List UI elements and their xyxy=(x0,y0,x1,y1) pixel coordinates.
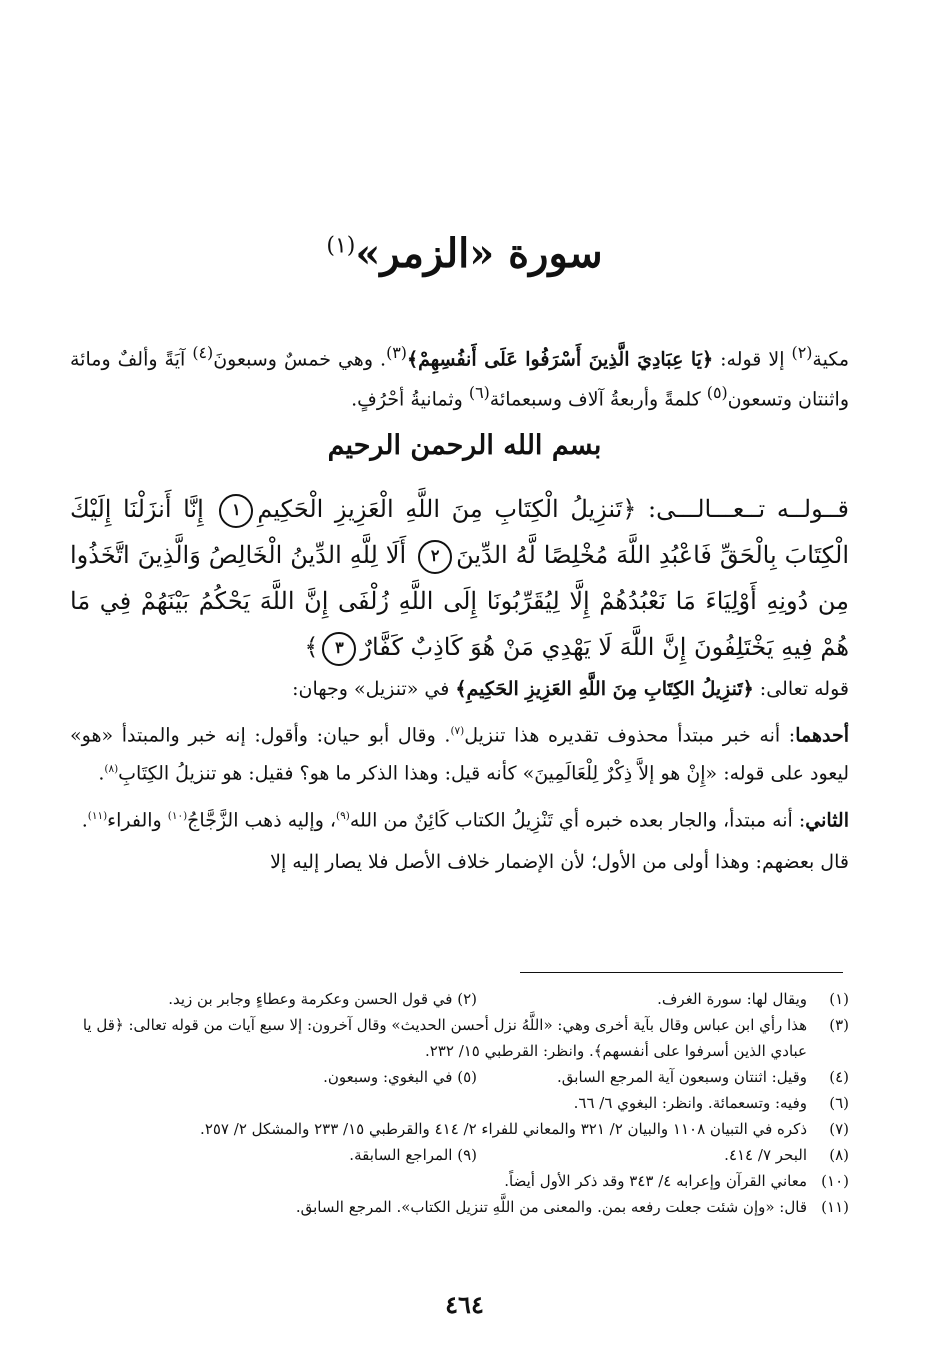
footnote-divider xyxy=(520,972,843,973)
footnote-text: البحر ٧/ ٤١٤. xyxy=(724,1146,807,1164)
footnote-text: ذكره في التبيان ١١٠٨ والبيان ٢/ ٣٢١ والمعاني للفراء ٢/ ٤١٤ والقرطبي ١٥/ ٢٣٣ والمشكل ٢/ ٢٥٧. xyxy=(200,1120,807,1138)
footnote xyxy=(75,1168,849,1194)
quran-verses xyxy=(70,486,849,670)
footnotes xyxy=(75,986,849,1220)
intro-text: مكية xyxy=(812,348,850,371)
intro-text: . وهي خمسٌ وسبعونَ xyxy=(213,348,387,371)
footnote-text: معاني القرآن وإعرابه ٤/ ٣٤٣ وقد ذكر الأول أيضاً. xyxy=(504,1172,807,1190)
footnote-ref: (١١) xyxy=(87,809,108,822)
intro-text: إلا قوله: xyxy=(713,348,792,371)
footnote-text: في البغوي: وسبعون. xyxy=(323,1068,453,1086)
intro-text: وثمانيةُ أحْرُفٍ. xyxy=(351,388,469,411)
commentary-text: ، وإليه ذهب الزَّجَّاجُ xyxy=(187,808,337,831)
footnote-ref: (٣) xyxy=(386,343,407,362)
verse-text: إِنَّا أَنزَلْنَا إِلَيْكَ الْكِتَابَ بِالْحَقِّ فَاعْبُدِ اللَّهَ مُخْلِصًا لَّهُ الدِّينَ xyxy=(70,495,850,569)
verse-lead: قــولــه تــعـــالـــى: xyxy=(636,495,849,523)
surah-title-text: سورة «الزمر» xyxy=(355,230,603,277)
footnote-ref: (١٠) xyxy=(167,809,188,822)
footnote xyxy=(75,1012,849,1064)
commentary-heading: الثاني xyxy=(805,808,849,831)
commentary xyxy=(70,672,849,887)
commentary-text: قوله تعالى: xyxy=(753,678,849,700)
footnote-number: (٧) xyxy=(829,1120,849,1138)
commentary-text: والفراء xyxy=(107,808,168,831)
footnote-number: (٩) xyxy=(457,1146,477,1164)
footnote-number: (١) xyxy=(829,990,849,1008)
footnote-number: (٤) xyxy=(829,1068,849,1086)
footnote-ref: (٢) xyxy=(791,343,813,362)
footnote-number: (١١) xyxy=(821,1198,849,1216)
footnote-text: وفيه: وتسعمائة. وانظر: البغوي ٦/ ٦٦. xyxy=(573,1094,807,1112)
surah-intro xyxy=(70,336,849,417)
basmala: بسم الله الرحمن الرحيم xyxy=(327,430,602,461)
footnote-number: (٣) xyxy=(829,1016,849,1034)
footnote-text: هذا رأي ابن عباس وقال بآية أخرى وهي: «اللَّهُ نزل أحسن الحديث» وقال آخرون: إلا سبع آيات من قوله تعالى: ﴿قل يا عبادي الذين أسرفوا على أنفسهم﴾. وانظر: القرطبي ١٥/ ٢٣٢. xyxy=(82,1016,807,1060)
footnote-ref: (٨) xyxy=(104,763,119,776)
footnote xyxy=(75,1116,849,1142)
footnote-ref: (٥) xyxy=(706,383,728,403)
commentary-text: قال بعضهم: وهذا أولى من الأول؛ لأن الإضمار خلاف الأصل فلا يصار إليه إلا xyxy=(270,850,849,873)
footnote-ref: (٩) xyxy=(336,809,350,822)
commentary-paragraph xyxy=(70,672,849,706)
footnote-text: في قول الحسن وعكرمة وعطاءٍ وجابر بن زيد. xyxy=(168,990,453,1008)
surah-title xyxy=(0,230,929,277)
commentary-paragraph xyxy=(70,845,849,879)
commentary-heading: أحدهما xyxy=(795,724,849,747)
page-number: ٤٦٤ xyxy=(445,1290,484,1319)
footnote-text: المراجع السابقة. xyxy=(349,1146,453,1164)
footnote-text: ويقال لها: سورة الغرف. xyxy=(657,990,807,1008)
footnote-ref: (٦) xyxy=(468,383,490,403)
footnote xyxy=(75,1090,849,1116)
verse-end-bracket: ﴾ xyxy=(304,633,319,661)
commentary-paragraph xyxy=(70,799,849,837)
footnote-number: (١٠) xyxy=(821,1172,849,1190)
verse-text: أَلَا لِلَّهِ الدِّينُ الْخَالِصُ وَالَّذِينَ اتَّخَذُوا مِن دُونِهِ أَوْلِيَاءَ مَا نَعْبُدُهُمْ إِلَّا لِيُقَرِّبُونَا إِلَى اللَّهِ زُلْفَى إِنَّ اللَّهَ يَحْكُمُ بَيْنَهُمْ فِي مَا هُمْ فِيهِ يَخْتَلِفُونَ إِنَّ اللَّهَ لَا يَهْدِي مَنْ هُوَ كَاذِبٌ كَفَّارٌ xyxy=(70,541,849,661)
commentary-text: : أنه مبتدأ، والجار بعده خبره أي تَنْزِيلُ الكتاب كَائِنٌ من الله xyxy=(349,808,806,831)
verse-number-1: ١ xyxy=(219,494,253,528)
verse-number-2: ٢ xyxy=(418,540,452,574)
commentary-text: . xyxy=(98,762,105,785)
intro-text: آيَةً وألفٌ ومائة واثنتان وتسعون xyxy=(70,348,849,411)
footnote-number: (٥) xyxy=(457,1068,477,1086)
verse-text: ﴿تَنزِيلُ الْكِتَابِ مِنَ اللَّهِ الْعَزِيزِ الْحَكِيمِ xyxy=(257,495,637,523)
commentary-text: : أنه خبر مبتدأ محذوف تقديره هذا تنزيل xyxy=(464,724,796,747)
commentary-text: في «تنزيل» وجهان: xyxy=(292,678,456,700)
footnote-number: (٦) xyxy=(829,1094,849,1112)
commentary-quran-quote: ﴿تَنزِيلُ الكِتَابِ مِنَ اللَّهِ العَزِيزِ الحَكِيمِ﴾ xyxy=(455,678,754,700)
footnote xyxy=(75,1064,849,1090)
footnote-ref: (٧) xyxy=(450,725,465,737)
footnote-number: (٨) xyxy=(829,1146,849,1164)
title-footnote-ref: (١) xyxy=(326,233,356,259)
footnote xyxy=(75,1194,849,1220)
intro-text: كلمةً وأربعةُ آلاف وسبعمائة xyxy=(489,388,707,411)
commentary-paragraph xyxy=(70,714,849,791)
commentary-text: . xyxy=(81,808,88,831)
verse-number-3: ٣ xyxy=(322,632,356,666)
footnote xyxy=(75,986,849,1012)
footnote-text: وقيل: اثنتان وسبعون آية المرجع السابق. xyxy=(557,1068,807,1086)
intro-quran-quote: ﴿يَا عِبَادِيَ الَّذِينَ أَسْرَفُوا عَلَى أَنفُسِهِمْ﴾ xyxy=(406,348,714,371)
commentary-text: . وقال أبو حيان: وأقول: إنه خبر والمبتدأ «هو» ليعود على قوله: «إِنْ هو إلاَّ ذِكْرٌ لِلْعَالَمِينَ» كأنه قيل: وهذا الذكر ما هو؟ فقيل: هو تنزيلُ الكِتَابِ xyxy=(70,724,849,785)
footnote-text: قال: «وإن شئت جعلت رفعه بمن. والمعنى من اللَّهِ تنزيل الكتاب». المرجع السابق. xyxy=(295,1198,807,1216)
footnote-number: (٢) xyxy=(457,990,477,1008)
footnote xyxy=(75,1142,849,1168)
footnote-ref: (٤) xyxy=(192,343,214,362)
